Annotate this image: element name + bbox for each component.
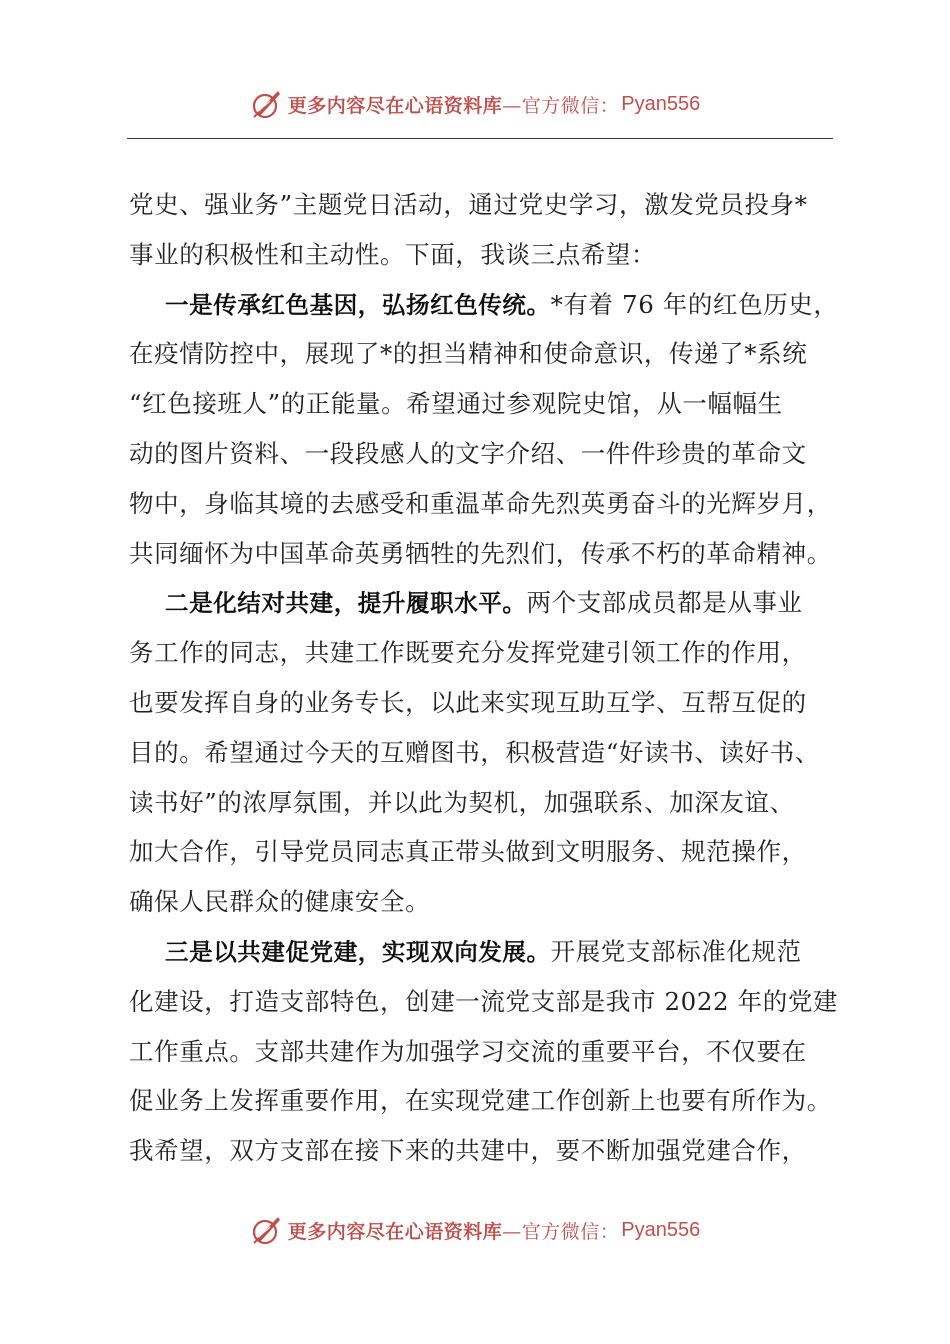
- body-line: 目的。希望通过今天的互赠图书，积极营造“好读书、读好书、: [129, 737, 820, 767]
- header-separator-text: —官方微信：: [502, 94, 620, 117]
- point-2-heading: 二是化结对共建，提升履职水平。: [165, 589, 527, 618]
- body-line: 工作重点。支部共建作为加强学习交流的重要平台，不仅要在: [129, 1036, 807, 1066]
- quill-pen-logo-icon: [250, 87, 284, 121]
- body-line: 也要发挥自身的业务专长，以此来实现互助互学、互帮互促的: [129, 687, 807, 717]
- body-line: 动的图片资料、一段段感人的文字介绍、一件件珍贵的革命文: [129, 438, 807, 468]
- footer-brand-text: 更多内容尽在心语资料库: [287, 1220, 503, 1243]
- body-line: “红色接班人”的正能量。希望通过参观院史馆，从一幅幅生: [129, 389, 783, 419]
- point-2-first-rest: 两个支部成员都是从事业: [526, 588, 803, 618]
- point-1-first-rest: *有着 76 年的红色历史，: [550, 289, 839, 319]
- body-line: 物中，身临其境的去感受和重温革命先烈英勇奋斗的光辉岁月，: [129, 488, 832, 518]
- body-line: 确保人民群众的健康安全。: [129, 887, 431, 917]
- footer-banner: [0, 1210, 950, 1250]
- header-banner: [0, 84, 950, 124]
- point-2-first-line: [129, 578, 839, 628]
- body-line: 加大合作，引导党员同志真正带头做到文明服务、规范操作，: [129, 837, 807, 867]
- body-line: 党史、强业务”主题党日活动，通过党史学习，激发党员投身*: [129, 190, 808, 219]
- body-line: 化建设，打造支部特色，创建一流党支部是我市 2022 年的党建: [129, 986, 839, 1016]
- body-line: 事业的积极性和主动性。下面，我谈三点希望：: [129, 239, 657, 269]
- footer-separator-text: —官方微信：: [502, 1220, 620, 1243]
- document-body: [129, 180, 839, 1176]
- point-3-first-line: [129, 927, 839, 977]
- header-divider: [127, 138, 833, 139]
- body-line: 务工作的同志，共建工作既要充分发挥党建引领工作的作用，: [129, 638, 807, 668]
- point-3-heading: 三是以共建促党建，实现双向发展。: [165, 937, 551, 966]
- body-line: 在疫情防控中，展现了*的担当精神和使命意识，传递了*系统: [129, 339, 808, 369]
- quill-pen-logo-icon: [250, 1213, 284, 1247]
- point-3-first-rest: 开展党支部标准化规范: [550, 936, 802, 966]
- body-line: 促业务上发挥重要作用，在实现党建工作创新上也要有所作为。: [129, 1086, 832, 1116]
- point-1-heading: 一是传承红色基因，弘扬红色传统。: [165, 290, 551, 319]
- point-1-first-line: [129, 280, 839, 330]
- footer-wechat-id: Pyan556: [621, 1218, 701, 1241]
- header-brand-text: 更多内容尽在心语资料库: [287, 94, 503, 117]
- body-line: 我希望，双方支部在接下来的共建中，要不断加强党建合作，: [129, 1136, 807, 1166]
- body-line: 读书好”的浓厚氛围，并以此为契机，加强联系、加深友谊、: [129, 787, 795, 817]
- header-wechat-id: Pyan556: [621, 92, 701, 115]
- body-line: 共同缅怀为中国革命英勇牺牲的先烈们，传承不朽的革命精神。: [129, 538, 832, 568]
